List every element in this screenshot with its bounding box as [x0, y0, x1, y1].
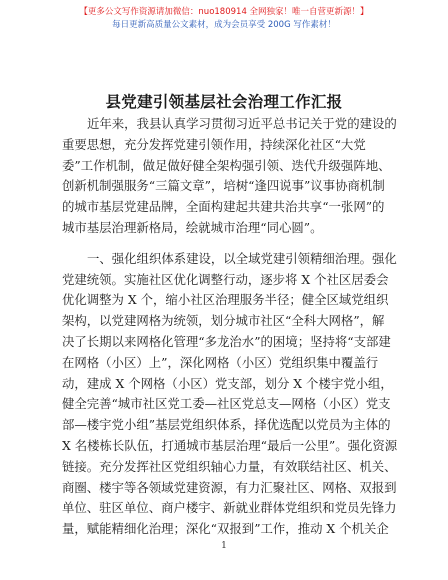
text-line: 党建统领。实施社区优化调整行动，逐步将 X 个社区居委会	[62, 271, 389, 287]
paragraph-gap	[62, 239, 390, 249]
paragraph-section-one	[62, 249, 398, 540]
document-title: 县党建引领基层社会治理工作汇报	[105, 93, 343, 111]
text-line: 委”工作机制，做足做好健全架构强引领、迭代升级强阵地、	[62, 157, 391, 173]
text-line: X 名楼栋长队伍，打通城市基层治理“最后一公里”。强化资源	[62, 437, 398, 453]
text-line: 城市基层治理新格局，绘就城市治理“同心圆”。	[62, 219, 323, 235]
text-line: 商圈、楼宇等各领域党建资源，有力汇聚社区、网格、双报到	[62, 479, 397, 495]
text-line: 一、强化组织体系建设，以全域党建引领精细治理。强化	[87, 250, 397, 266]
text-line: 动，建成 X 个网格（小区）党支部，划分 X 个楼宇党小组，	[62, 375, 393, 391]
text-line: 单位、驻区单位、商户楼宇、新就业群体党组织和党员先锋力	[62, 500, 397, 516]
text-line: 在网格（小区）上”，深化网格（小区）党组织集中覆盖行	[62, 354, 379, 370]
promo-banner	[0, 6, 448, 32]
text-line: 创新机制强服务“三篇文章”，培树“逢四说事”议事协商机制	[62, 178, 385, 194]
text-line: 重要思想，充分发挥党建引领作用，持续深化社区“大党	[62, 136, 366, 152]
document-body	[62, 114, 398, 540]
paragraph-intro	[62, 114, 397, 239]
text-line: 决了长期以来网格化管理“多龙治水”的困境；坚持将“支部建	[62, 333, 391, 349]
text-line: 架构，以党建网格为统领，划分城市社区“全科大网格”，解	[62, 313, 385, 329]
promo-line-membership: 每日更新高质量公文素材，成为会员享受 200G 写作素材！	[112, 20, 336, 30]
page-number: 1	[221, 541, 227, 551]
text-line: 优化调整为 X 个，缩小社区治理服务半径；健全区域党组织	[62, 292, 389, 308]
text-line: 健全完善“城市社区党工委—社区党总支—网格（小区）党支	[62, 396, 391, 412]
text-line: 量，赋能精细化治理；深化“双报到”工作，推动 X 个机关企	[62, 521, 389, 537]
text-line: 链接。充分发挥社区党组织轴心力量，有效联结社区、机关、	[62, 458, 397, 474]
promo-line-wechat: 【更多公文写作资源请加微信：nuo180914 全网独家！唯一自营更新源！】	[79, 7, 369, 17]
text-line: 的城市基层党建品牌，全面构建起共建共治共享“一张网”的	[62, 199, 385, 215]
text-line: 部—楼宇党小组”基层党组织体系，择优选配以党员为主体的	[62, 417, 391, 433]
text-line: 近年来，我县认真学习贯彻习近平总书记关于党的建设的	[87, 116, 397, 131]
